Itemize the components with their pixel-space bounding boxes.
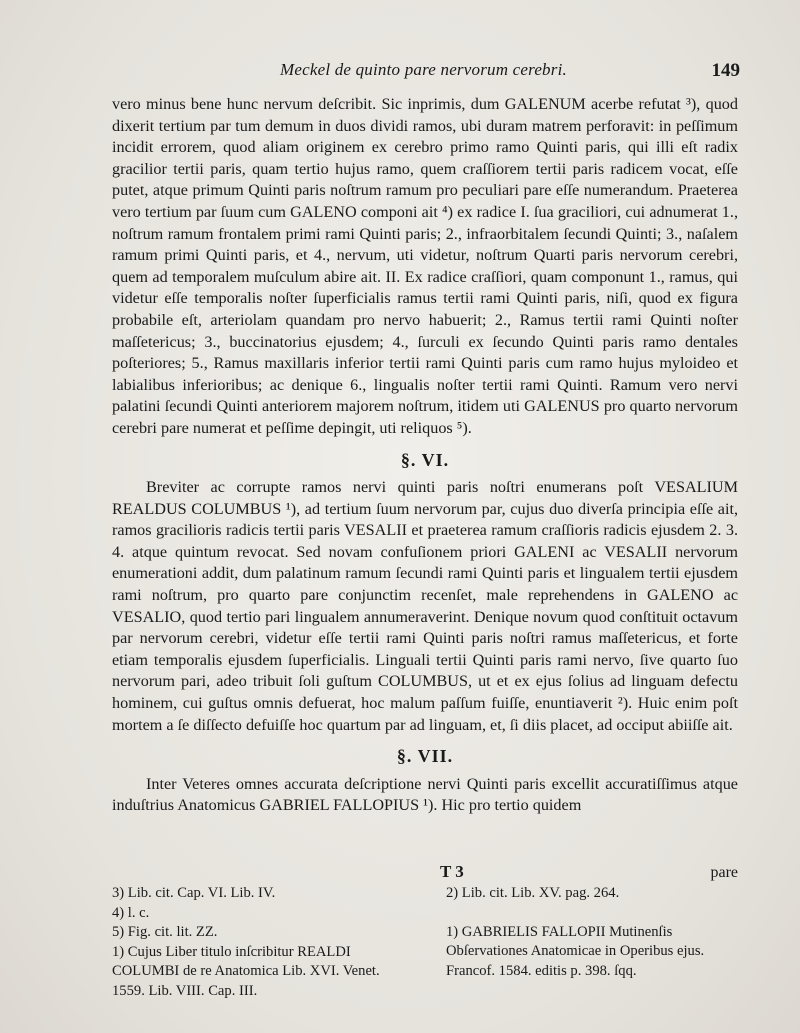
page-number: 149 bbox=[711, 60, 740, 81]
signature-mark: T 3 bbox=[440, 862, 464, 881]
page-header bbox=[110, 60, 740, 86]
catchword: pare bbox=[710, 864, 738, 881]
footnote: 5) Fig. cit. lit. ZZ. bbox=[112, 924, 218, 940]
catchword-line bbox=[112, 862, 738, 884]
footnote: 1) Cujus Liber titulo inſcribitur REALDI COLUMBI de re Anatomica Lib. XVI. Venet. 1559. Lib. VIII. Cap. III. bbox=[112, 943, 380, 999]
footnote: 1) GABRIELIS FALLOPII Mutinenſis Obſervationes Anatomicae in Operibus ejus. Francof. 1584. editis p. 398. ſqq. bbox=[446, 923, 705, 979]
main-text bbox=[112, 94, 738, 817]
paragraph-3: Inter Veteres omnes accurata deſcriptione nervi Quinti paris excellit accuratiſſimus atque induſtrius Anatomicus GABRIEL FALLOPIUS ¹). Hic pro tertio quidem bbox=[112, 774, 738, 815]
footnote: 3) Lib. cit. Cap. VI. Lib. IV. bbox=[112, 885, 276, 901]
section-heading-vi: §. VI. bbox=[400, 449, 450, 470]
paragraph-1: vero minus bene hunc nervum deſcribit. Sic inprimis, dum GALENUM acerbe refutat ³), quod dixerit tertium par tum demum in duos dividi ramos, ubi duram matrem perforavit: in peſſimum incidit errorem, quod aliam originem ex cerebro primo ramo Quinti paris, qui illi eſt radix gracilior tertii paris, quam tertio hujus ramo, quem craſſiorem tertii paris radicem vocat, eſſe putet, atque primum Quinti paris noſtrum ramum pro peculiari pare eſſe numerandum. Praeterea vero tertium par ſuum cum GALENO componi ait ⁴) ex radice I. ſua graciliori, cui adnumerat 1., noſtrum ramum frontalem primi rami Quinti paris; 2., infraorbitalem ſecundi Quinti; 3., naſalem ramum primi Quinti paris, et 4., nervum, uti videtur, noſtrum Quarti paris nervorum cerebri, quem ad temporalem muſculum abire ait. II. Ex radice craſſiori, quam componunt 1., ramus, qui videtur eſſe temporalis noſter ſuperficialis ramus tertii rami Quinti paris, niſi, quod ex figura probabile eſt, arteriolam quandam pro nervo habuerit; 2., Ramus tertii rami Quinti noſter maſſetericus; 3., buccinatorius ejusdem; 4., ſurculi ex ſecundo Quinti paris ramo dentales poſteriores; 5., Ramus maxillaris inferior tertii rami Quinti paris cum ramo hujus myloideo et labialibus inferioribus; ac denique 6., lingualis noſter tertii rami Quinti. Ramum vero nervi palatini ſecundi Quinti anteriorem majorem noſtrum, itidem uti GALENUS pro quarto nervorum cerebri pare numerat et peſſime depingit, uti reliquos ⁵). bbox=[112, 95, 738, 437]
footnotes-right-column bbox=[446, 884, 736, 981]
footnotes-left-column bbox=[112, 884, 412, 1001]
footnote: 4) l. c. bbox=[112, 904, 150, 921]
footnote: 2) Lib. cit. Lib. XV. pag. 264. bbox=[446, 885, 620, 901]
paragraph-2: Breviter ac corrupte ramos nervi quinti paris noſtri enumerans poſt VESALIUM REALDUS COLUMBUS ¹), ad tertium ſuum nervorum par, cujus duo diverſa principia eſſe ait, ramos gracilioris radicis tertii paris VESALII et praeterea ramum craſſioris radicis ejusdem 2. 3. 4. atque quintum revocat. Sed novam confuſionem priori GALENI ac VESALII nervorum enumerationi addit, dum palatinum ramum ſecundi rami Quinti paris et lingualem tertii ejusdem rami noſtrum, pro quarto pare conjunctim recenſet, male reprehendens in GALENO ac VESALIO, quod tertio pari lingualem annumeraverint. Denique novum quod conſtituit octavum par nervorum cerebri, videtur eſſe tertii rami Quinti paris noſtri ramus maſſetericus, et forte etiam temporalis ejusdem ſuperficialis. Linguali tertii Quinti paris rami nervo, ſive quarto ſuo nervorum pari, adeo tribuit ſoli guſtum COLUMBUS, ut et ex ejus ſolius ad linguam defectu hominem, cui guſtus omnis defuerat, hoc malum paſſum fuiſſe, enuntiaverit ²). Huic enim poſt mortem a ſe diſſecto defuiſſe hoc quartum par ad linguam, et, ſi diis placet, ad occiput abiiſſe ait. bbox=[112, 478, 738, 734]
running-head: Meckel de quinto pare nervorum cerebri. bbox=[280, 60, 567, 79]
section-heading-vii: §. VII. bbox=[396, 746, 454, 767]
